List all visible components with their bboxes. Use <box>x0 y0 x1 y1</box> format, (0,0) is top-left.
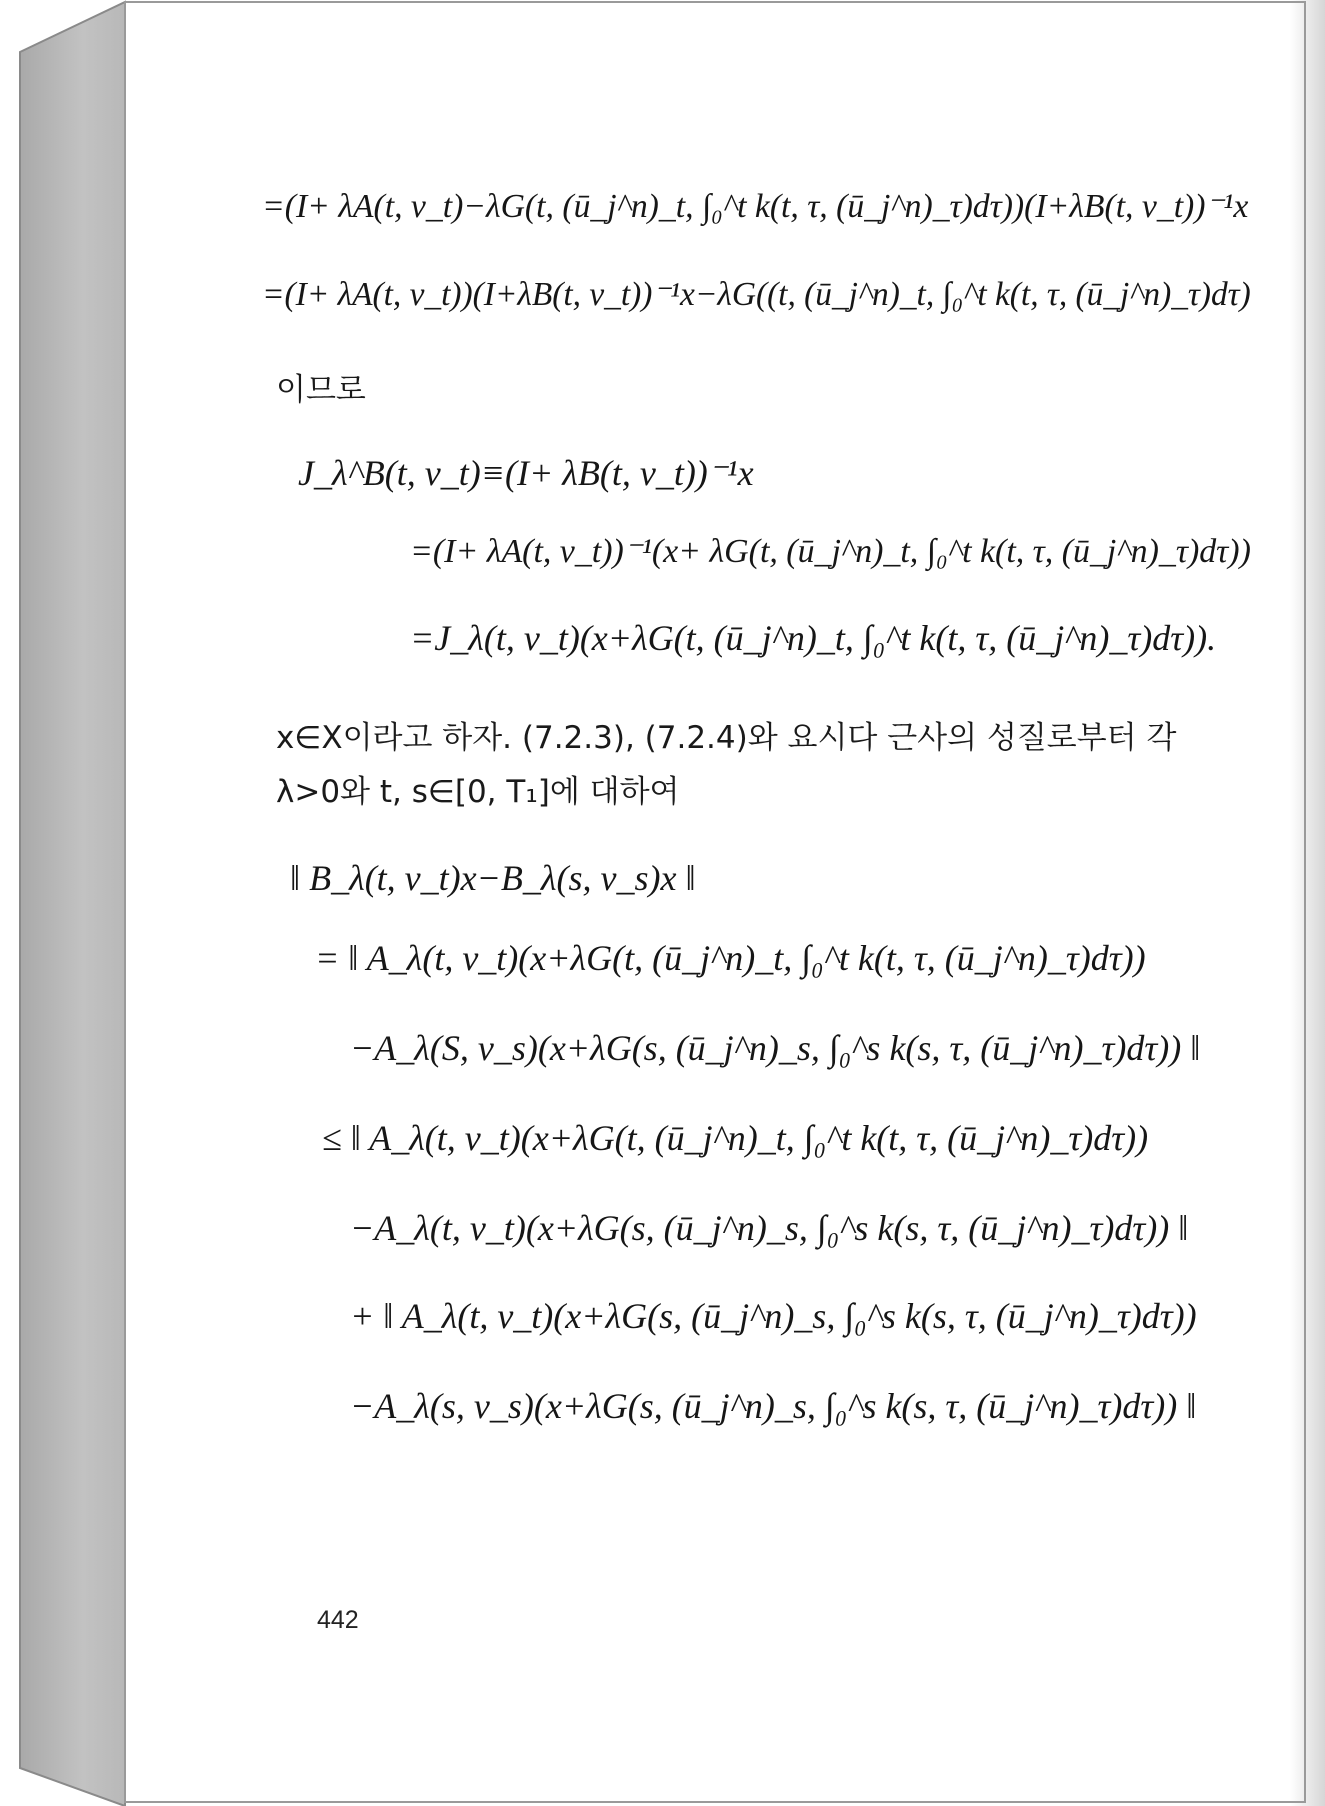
page-number: 442 <box>317 1606 359 1634</box>
equation-line-5: =J_λ(t, v_t)(x+λG(t, (ū_j^n)_t, ∫₀^t k(t, τ, (ū_j^n)_τ)dτ)). <box>410 618 1217 658</box>
equation-line-12: −A_λ(s, v_s)(x+λG(s, (ū_j^n)_s, ∫₀^s k(s, τ, (ū_j^n)_τ)dτ)) ‖ <box>350 1386 1197 1426</box>
equation-line-10: −A_λ(t, v_t)(x+λG(s, (ū_j^n)_s, ∫₀^s k(s, τ, (ū_j^n)_τ)dτ)) ‖ <box>350 1208 1189 1248</box>
korean-text-paragraph-line-2: λ>0와 t, s∈[0, T₁]에 대하여 <box>276 774 680 810</box>
equation-line-7: = ‖ A_λ(t, v_t)(x+λG(t, (ū_j^n)_t, ∫₀^t k(t, τ, (ū_j^n)_τ)dτ)) <box>315 938 1146 978</box>
equation-line-8: −A_λ(S, v_s)(x+λG(s, (ū_j^n)_s, ∫₀^s k(s, τ, (ū_j^n)_τ)dτ)) ‖ <box>350 1028 1201 1068</box>
equation-line-9: ≤ ‖ A_λ(t, v_t)(x+λG(t, (ū_j^n)_t, ∫₀^t k(t, τ, (ū_j^n)_τ)dτ)) <box>322 1118 1149 1158</box>
equation-line-6: ‖ B_λ(t, v_t)x−B_λ(s, v_s)x ‖ <box>290 858 696 898</box>
equation-line-2: =(I+ λA(t, v_t))(I+λB(t, v_t))⁻¹x−λG((t, (ū_j^n)_t, ∫₀^t k(t, τ, (ū_j^n)_τ)dτ) <box>262 276 1251 313</box>
book-spine <box>20 2 125 1806</box>
book-page <box>125 0 1305 1806</box>
equation-line-4: =(I+ λA(t, v_t))⁻¹(x+ λG(t, (ū_j^n)_t, ∫₀^t k(t, τ, (ū_j^n)_τ)dτ)) <box>410 533 1251 570</box>
korean-text-paragraph-line-1: x∈X이라고 하자. (7.2.3), (7.2.4)와 요시다 근사의 성질로부터 각 <box>276 720 1177 756</box>
equation-line-1: =(I+ λA(t, v_t)−λG(t, (ū_j^n)_t, ∫₀^t k(t, τ, (ū_j^n)_τ)dτ))(I+λB(t, v_t))⁻¹x <box>262 188 1249 225</box>
equation-line-3: J_λ^B(t, v_t)≡(I+ λB(t, v_t))⁻¹x <box>298 453 754 493</box>
equation-line-11: + ‖ A_λ(t, v_t)(x+λG(s, (ū_j^n)_s, ∫₀^s k(s, τ, (ū_j^n)_τ)dτ)) <box>350 1296 1197 1336</box>
korean-text-imeuro: 이므로 <box>276 372 366 408</box>
